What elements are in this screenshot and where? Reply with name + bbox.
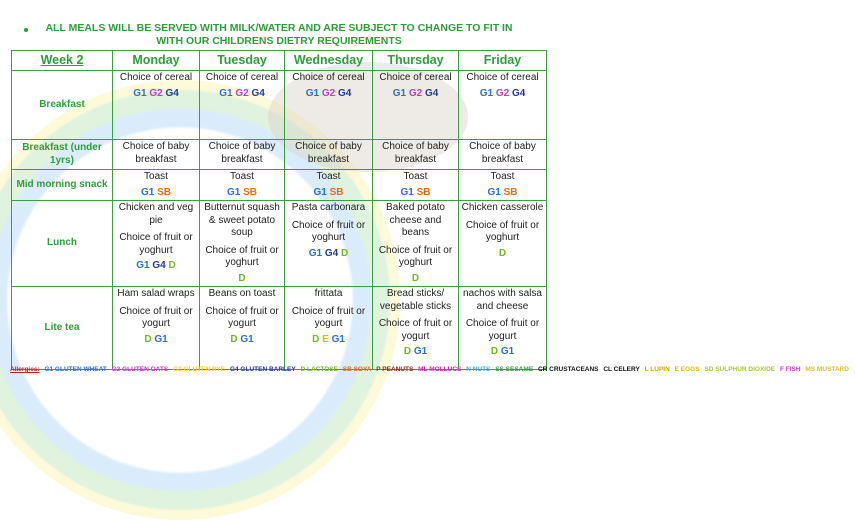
dessert-option: Choice of fruit or yogurt [119, 305, 193, 329]
dish-name: Choice of cereal [379, 72, 452, 83]
dish-name: Choice of cereal [466, 72, 539, 83]
allergen-key-item: E EGGS [674, 366, 700, 373]
menu-cell-lunch-monday [113, 201, 200, 287]
dish-name: Choice of baby breakfast [122, 141, 190, 165]
meal-label-breakfast-under-1: Breakfast (under 1yrs) [12, 140, 113, 170]
allergen-code: SB [329, 186, 344, 198]
allergen-code: G4 [511, 87, 526, 99]
allergen-code: G2 [321, 87, 336, 99]
allergen-code: D [490, 346, 499, 357]
allergen-code: G2 [149, 87, 163, 99]
dish-name: Toast [316, 171, 341, 182]
menu-cell-breakfast-friday [459, 71, 547, 140]
dessert-option: Choice of fruit or yogurt [378, 318, 453, 342]
allergen-key-item: G2 GLUTEN OATS [111, 366, 169, 373]
menu-cell-mid-morning-snack-monday [113, 170, 200, 201]
menu-cell-lite-tea-thursday [373, 287, 459, 370]
allergen-code: SB [503, 186, 518, 198]
menu-cell-breakfast-under-1-monday [113, 140, 200, 170]
allergen-key-title: Allergies: [10, 366, 40, 373]
menu-cell-breakfast-thursday [373, 71, 459, 140]
allergen-code: D [411, 272, 420, 284]
menu-cell-breakfast-wednesday [285, 71, 373, 140]
allergen-code: SB [157, 186, 172, 198]
menu-cell-lunch-tuesday [200, 201, 285, 287]
dish-name: Toast [230, 171, 254, 182]
allergen-codes [375, 346, 456, 359]
allergen-key-item: SS SESAME [495, 366, 534, 373]
menu-cell-breakfast-monday [113, 71, 200, 140]
allergen-codes [115, 260, 197, 273]
allergen-codes [461, 88, 544, 101]
allergen-code: G1 [500, 346, 515, 357]
allergen-code: G4 [152, 260, 166, 271]
dish-name: Baked potato cheese and beans [386, 202, 445, 238]
allergen-codes [287, 248, 370, 261]
allergen-code: D [341, 247, 349, 259]
menu-cell-lite-tea-friday [459, 287, 547, 370]
allergen-codes [287, 88, 370, 101]
allergen-code: G1 [479, 87, 494, 99]
menu-cell-breakfast-under-1-thursday [373, 140, 459, 170]
meal-label-lite-tea: Lite tea [12, 287, 113, 370]
menu-cell-lite-tea-tuesday [200, 287, 285, 370]
allergen-code: D [312, 333, 320, 345]
allergen-codes [375, 88, 456, 101]
allergen-key-item: SB SOYA [342, 366, 372, 373]
dish-name: Choice of baby breakfast [295, 141, 362, 165]
notice-line-2: WITH OUR CHILDRENS DIETRY REQUIREMENTS [156, 35, 402, 47]
allergen-key-item: G1 GLUTEN WHEAT [44, 366, 107, 373]
menu-row-lunch [12, 201, 547, 287]
allergen-code: G2 [408, 87, 423, 99]
allergen-code: G4 [165, 87, 179, 99]
dish-name: Toast [144, 171, 168, 182]
allergen-code: D [168, 260, 176, 271]
menu-cell-lunch-wednesday [285, 201, 373, 287]
menu-cell-mid-morning-snack-thursday [373, 170, 459, 201]
allergen-codes [375, 273, 456, 286]
allergen-code: G1 [154, 333, 168, 345]
allergen-code: G1 [219, 87, 233, 99]
dish-name: Ham salad wraps [117, 288, 195, 299]
allergen-code: D [144, 333, 152, 345]
menu-cell-breakfast-tuesday [200, 71, 285, 140]
dish-name: Choice of baby breakfast [469, 141, 536, 165]
allergen-code: G1 [240, 333, 254, 345]
allergen-code: G4 [324, 247, 339, 259]
menu-row-lite-tea [12, 287, 547, 370]
allergen-codes [461, 187, 544, 200]
day-header-thursday: Thursday [373, 51, 459, 71]
allergen-key-item: G3 GLUTEN RYE [173, 366, 226, 373]
bullet-icon [24, 28, 28, 32]
dessert-option: Choice of fruit or yogurt [205, 305, 279, 329]
allergen-key-item: G4 GLUTEN BARLEY [229, 366, 296, 373]
dish-name: Choice of cereal [292, 72, 365, 83]
allergen-key [10, 363, 849, 377]
dish-name: Pasta carbonara [291, 202, 366, 213]
allergen-code: G1 [136, 260, 150, 271]
menu-cell-lunch-friday [459, 201, 547, 287]
allergen-codes [461, 248, 544, 261]
menu-table [11, 50, 547, 370]
dish-name: Choice of baby breakfast [382, 141, 449, 165]
dish-name: Beans on toast [208, 288, 276, 299]
allergen-codes [287, 187, 370, 200]
dessert-option: Choice of fruit or yogurt [291, 305, 366, 329]
dish-name: Chicken and veg pie [118, 202, 194, 226]
allergen-code: D [498, 247, 507, 259]
menu-cell-mid-morning-snack-friday [459, 170, 547, 201]
allergen-code: G2 [235, 87, 249, 99]
allergen-key-item: P PEANUTS [376, 366, 414, 373]
dish-name: Choice of cereal [205, 72, 279, 83]
allergen-code: SB [416, 186, 431, 198]
dessert-option: Choice of fruit or yoghurt [205, 244, 279, 268]
allergen-code: D [238, 272, 246, 284]
menu-cell-mid-morning-snack-wednesday [285, 170, 373, 201]
allergen-code: G1 [140, 186, 155, 198]
menu-cell-lite-tea-monday [113, 287, 200, 370]
day-header-monday: Monday [113, 51, 200, 71]
allergen-key-item: MS MUSTARD [805, 366, 849, 373]
dessert-option: Choice of fruit or yoghurt [291, 219, 366, 243]
allergen-codes [287, 334, 370, 347]
allergen-code: G1 [133, 87, 147, 99]
allergen-code: G1 [305, 87, 320, 99]
allergen-code: G1 [226, 186, 241, 198]
allergen-codes [202, 187, 282, 200]
allergen-key-item: ML MOLLUCS [418, 366, 462, 373]
day-header-friday: Friday [459, 51, 547, 71]
allergen-key-item: L LUPIN [644, 366, 670, 373]
allergen-code: G1 [400, 186, 414, 198]
notice-line-1: ALL MEALS WILL BE SERVED WITH MILK/WATER AND ARE SUBJECT TO CHANGE TO FIT IN [45, 22, 513, 34]
dessert-option: Choice of fruit or yogurt [465, 318, 540, 342]
dessert-option: Choice of fruit or yoghurt [465, 219, 540, 243]
dish-name: frittata [314, 288, 343, 299]
allergen-codes [202, 88, 282, 101]
allergen-key-item: SD SULPHUR DIOXIDE [704, 366, 776, 373]
allergen-code: G4 [424, 87, 439, 99]
allergen-code: G1 [413, 346, 428, 357]
allergen-code: G1 [331, 333, 345, 345]
dessert-option: Choice of fruit or yoghurt [119, 232, 193, 256]
allergen-codes [115, 187, 197, 200]
allergen-code: E [322, 333, 329, 345]
menu-row-breakfast [12, 71, 547, 140]
meal-label-lunch: Lunch [12, 201, 113, 287]
dish-name: Bread sticks/ vegetable sticks [379, 288, 452, 312]
allergen-key-item: CR CRUSTACEANS [537, 366, 599, 373]
allergen-code: D [230, 333, 238, 345]
allergen-key-item: D LACTOSE [300, 366, 338, 373]
menu-row-mid-morning-snack [12, 170, 547, 201]
menu-cell-breakfast-under-1-tuesday [200, 140, 285, 170]
allergen-code: G2 [495, 87, 510, 99]
allergen-code: G1 [308, 247, 323, 259]
allergen-code: SB [243, 186, 258, 198]
menu-cell-breakfast-under-1-wednesday [285, 140, 373, 170]
dish-name: Choice of cereal [119, 72, 193, 83]
menu-cell-breakfast-under-1-friday [459, 140, 547, 170]
allergen-code: D [403, 346, 412, 357]
allergen-key-item: N NUTS [466, 366, 491, 373]
allergen-codes [202, 273, 282, 286]
allergen-code: G4 [251, 87, 265, 99]
allergen-key-item: F FISH [779, 366, 801, 373]
allergen-code: G1 [313, 186, 327, 198]
dish-name: Choice of baby breakfast [208, 141, 276, 165]
dessert-option: Choice of fruit or yoghurt [378, 244, 453, 268]
allergen-codes [202, 334, 282, 347]
allergen-codes [115, 88, 197, 101]
dish-name: Toast [490, 171, 515, 182]
menu-cell-mid-morning-snack-tuesday [200, 170, 285, 201]
allergen-codes [375, 187, 456, 200]
day-header-tuesday: Tuesday [200, 51, 285, 71]
menu-notice [14, 22, 544, 48]
dish-name: Toast [403, 171, 428, 182]
meal-label-mid-morning-snack: Mid morning snack [12, 170, 113, 201]
allergen-key-item: CL CELERY [603, 366, 640, 373]
menu-row-breakfast-under-1 [12, 140, 547, 170]
allergen-code: G1 [392, 87, 407, 99]
dish-name: Chicken casserole [461, 202, 544, 213]
allergen-code: G4 [337, 87, 352, 99]
week-label: Week 2 [12, 51, 113, 71]
menu-cell-lite-tea-wednesday [285, 287, 373, 370]
menu-cell-lunch-thursday [373, 201, 459, 287]
day-header-wednesday: Wednesday [285, 51, 373, 71]
allergen-codes [461, 346, 544, 359]
allergen-codes [115, 334, 197, 347]
header-row [12, 51, 547, 71]
dish-name: Butternut squash & sweet potato soup [204, 202, 280, 238]
dish-name: nachos with salsa and cheese [463, 288, 542, 312]
allergen-code: G1 [487, 186, 501, 198]
meal-label-breakfast: Breakfast [12, 71, 113, 140]
